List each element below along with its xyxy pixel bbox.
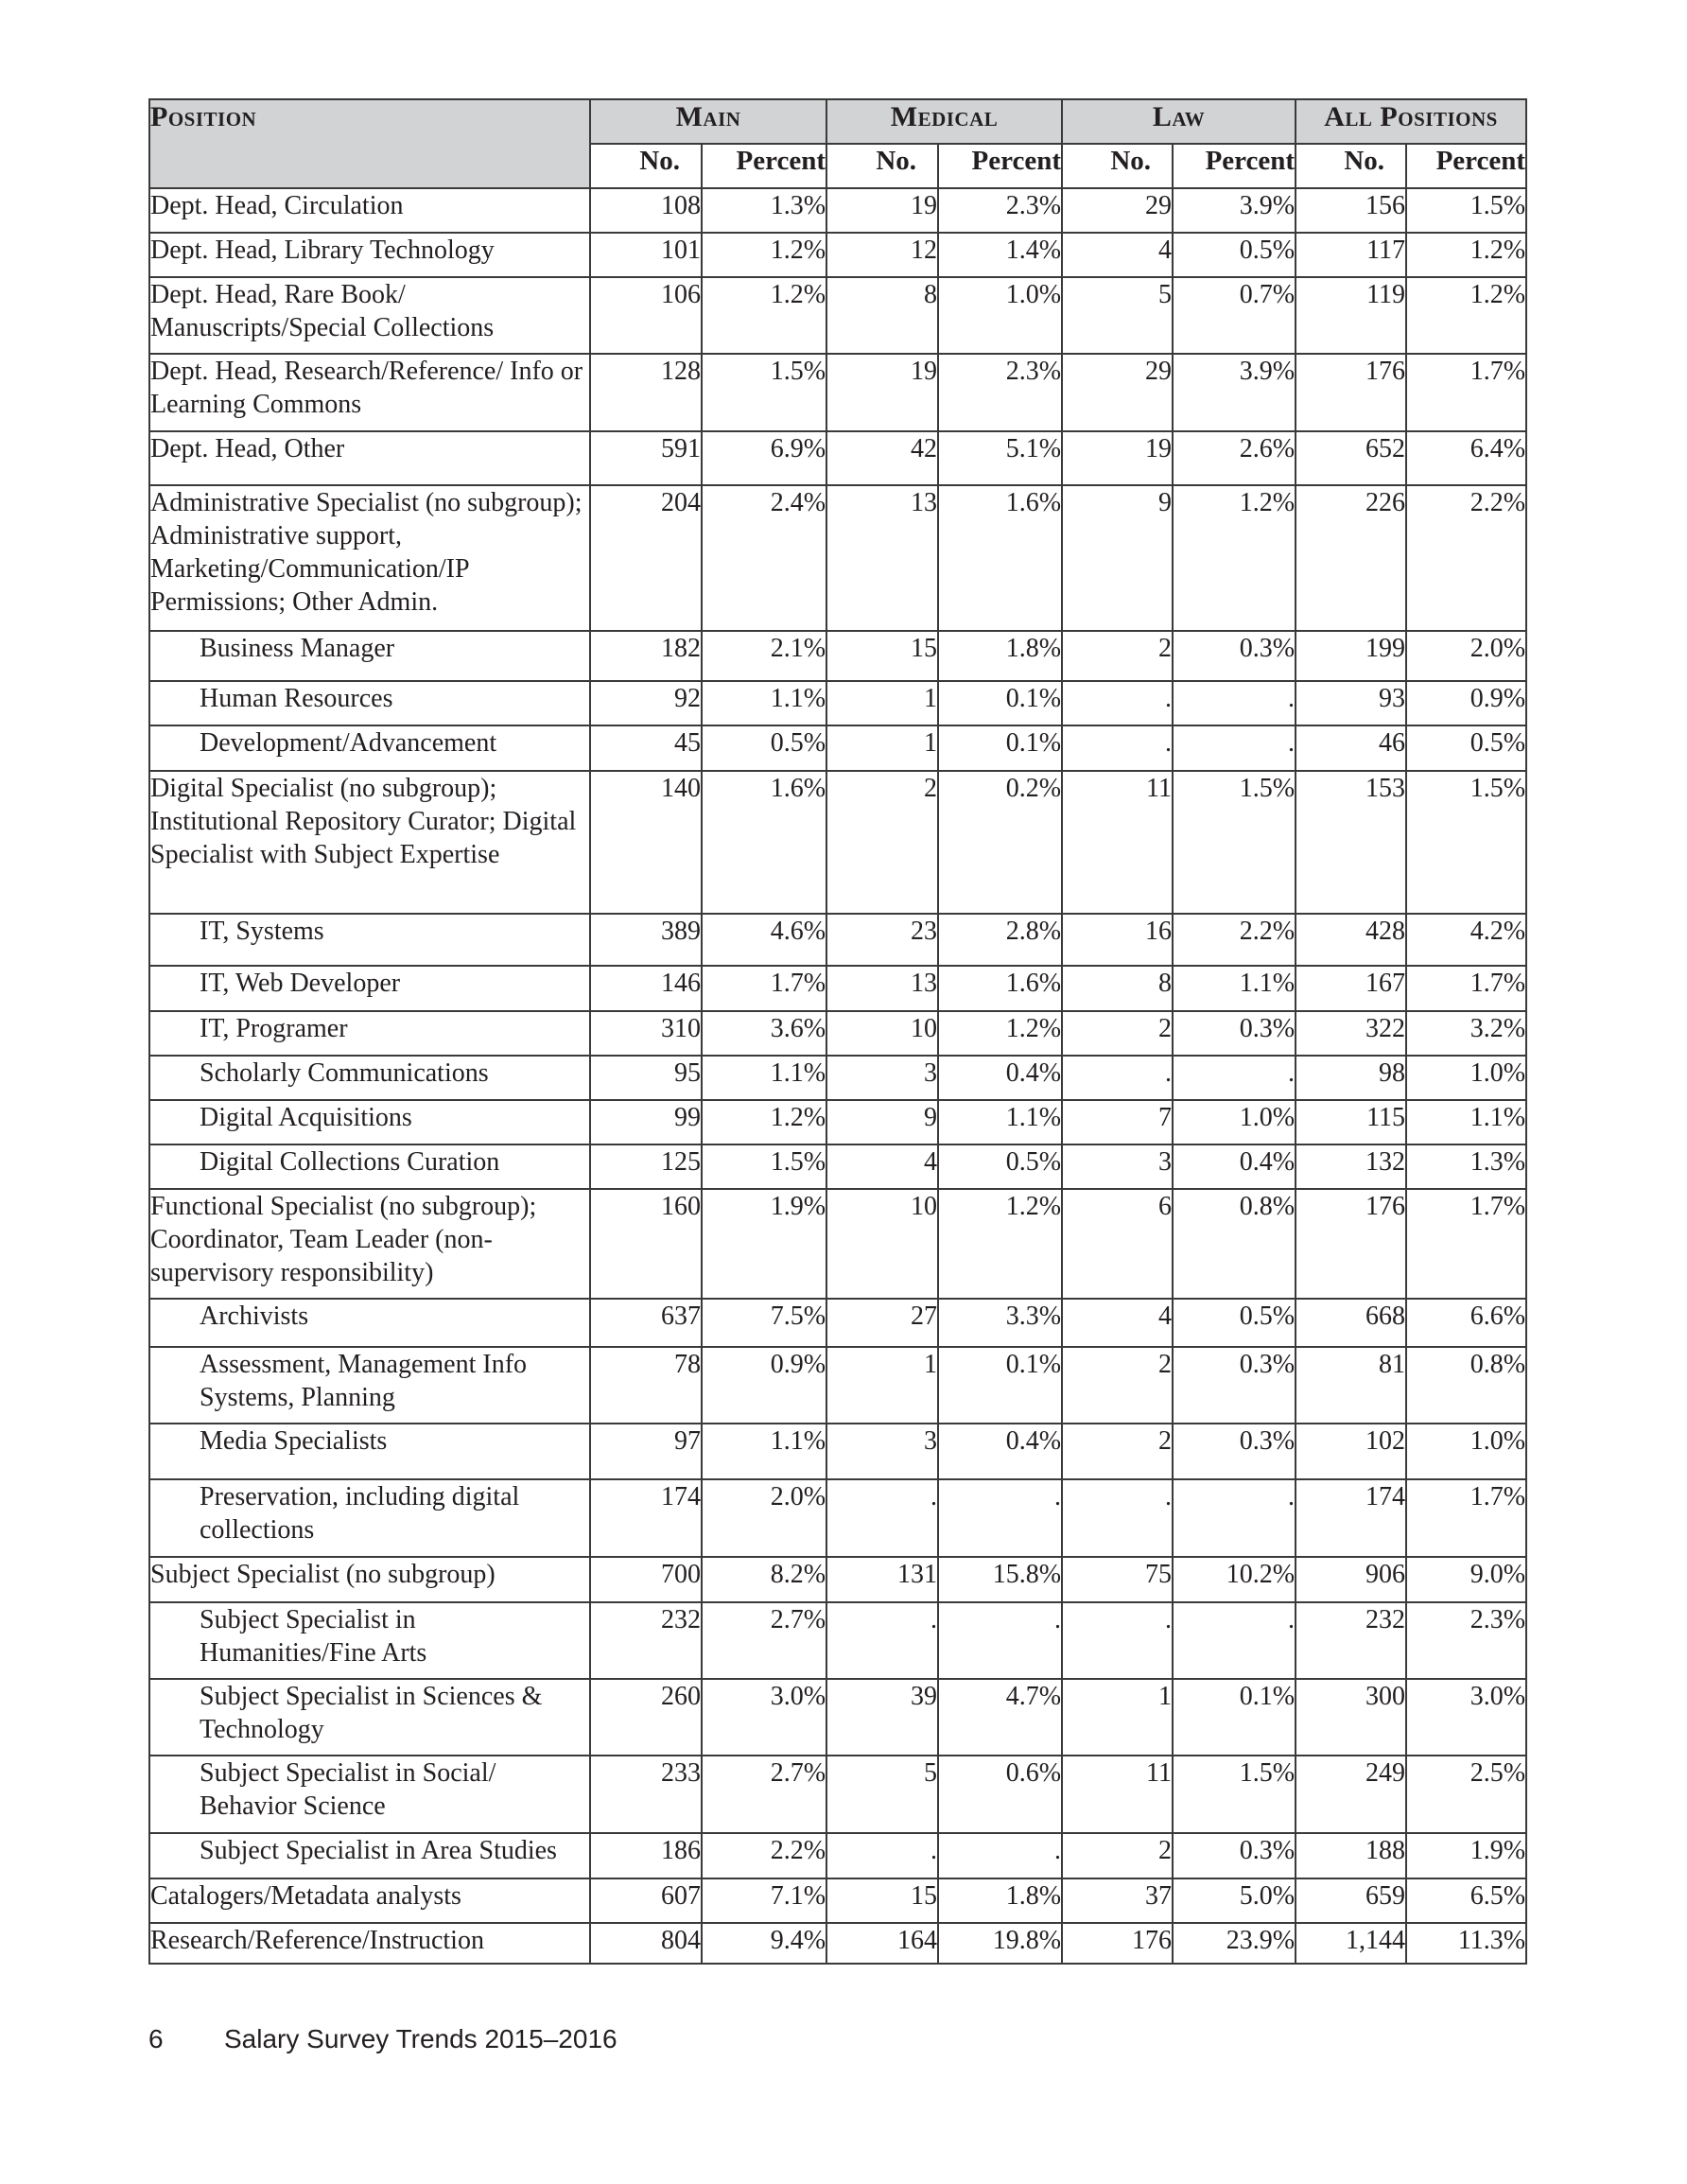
cell-law-no: 29 [1062,188,1173,233]
cell-all-no: 119 [1296,277,1406,354]
cell-all-no: 167 [1296,966,1406,1011]
cell-med-pct: . [938,1602,1062,1679]
cell-med-pct: 5.1% [938,431,1062,485]
cell-med-no: 8 [826,277,938,354]
cell-med-pct: 0.6% [938,1756,1062,1833]
page-footer [148,2024,617,2054]
cell-law-no: 9 [1062,485,1173,631]
cell-all-pct: 1.2% [1406,277,1526,354]
position-label: Subject Specialist in Social/ Behavior Science [149,1756,590,1833]
cell-med-no: 3 [826,1056,938,1100]
cell-all-no: 115 [1296,1100,1406,1144]
cell-med-no: 19 [826,188,938,233]
cell-main-pct: 8.2% [702,1557,826,1602]
cell-all-pct: 0.9% [1406,681,1526,725]
cell-law-no: . [1062,1479,1173,1557]
cell-med-pct: 0.5% [938,1144,1062,1189]
cell-main-no: 108 [590,188,702,233]
cell-law-no: 29 [1062,354,1173,431]
cell-main-no: 174 [590,1479,702,1557]
cell-main-pct: 3.0% [702,1679,826,1756]
column-header-all-percent: Percent [1406,144,1526,188]
table-row [149,631,1526,681]
table-row [149,1557,1526,1602]
cell-main-no: 78 [590,1347,702,1424]
cell-main-pct: 2.7% [702,1602,826,1679]
cell-law-no: 4 [1062,233,1173,277]
cell-law-no: 6 [1062,1189,1173,1299]
position-label: IT, Systems [149,914,590,966]
cell-all-no: 249 [1296,1756,1406,1833]
position-label: Media Specialists [149,1424,590,1479]
cell-main-no: 146 [590,966,702,1011]
cell-main-no: 97 [590,1424,702,1479]
cell-main-no: 637 [590,1299,702,1347]
position-label: IT, Programer [149,1011,590,1056]
position-label: Human Resources [149,681,590,725]
table-row [149,485,1526,631]
cell-law-no: 5 [1062,277,1173,354]
cell-all-no: 176 [1296,354,1406,431]
position-label: Digital Collections Curation [149,1144,590,1189]
cell-main-no: 160 [590,1189,702,1299]
cell-all-pct: 11.3% [1406,1923,1526,1964]
cell-main-pct: 6.9% [702,431,826,485]
cell-med-no: 1 [826,725,938,771]
cell-law-pct: . [1173,1479,1296,1557]
cell-main-no: 99 [590,1100,702,1144]
cell-law-pct: . [1173,1056,1296,1100]
cell-law-no: . [1062,725,1173,771]
cell-all-pct: 1.5% [1406,771,1526,914]
cell-law-pct: 0.3% [1173,1424,1296,1479]
cell-med-pct: 1.0% [938,277,1062,354]
cell-med-no: 131 [826,1557,938,1602]
cell-main-no: 140 [590,771,702,914]
cell-all-pct: 1.0% [1406,1056,1526,1100]
table-row [149,1144,1526,1189]
cell-med-no: 2 [826,771,938,914]
cell-all-pct: 1.7% [1406,354,1526,431]
table-row [149,1299,1526,1347]
cell-med-no: 13 [826,485,938,631]
cell-main-no: 607 [590,1878,702,1923]
cell-law-pct: 0.8% [1173,1189,1296,1299]
cell-med-no: 39 [826,1679,938,1756]
cell-law-no: 2 [1062,1347,1173,1424]
cell-med-pct: 2.3% [938,188,1062,233]
cell-law-no: 7 [1062,1100,1173,1144]
cell-law-no: 11 [1062,771,1173,914]
table-row [149,966,1526,1011]
cell-all-pct: 1.5% [1406,188,1526,233]
column-header-law-no: No. [1062,144,1173,188]
cell-law-no: . [1062,1056,1173,1100]
cell-all-pct: 1.9% [1406,1833,1526,1878]
publication-title: Salary Survey Trends 2015–2016 [224,2024,617,2053]
cell-main-pct: 2.1% [702,631,826,681]
cell-law-pct: 2.2% [1173,914,1296,966]
cell-main-no: 95 [590,1056,702,1100]
cell-law-pct: 3.9% [1173,188,1296,233]
cell-law-pct: 0.7% [1173,277,1296,354]
cell-main-pct: 1.7% [702,966,826,1011]
table-row [149,1189,1526,1299]
cell-med-no: 42 [826,431,938,485]
cell-med-no: 1 [826,681,938,725]
position-label: Dept. Head, Circulation [149,188,590,233]
column-header-medical-percent: Percent [938,144,1062,188]
cell-med-pct: 1.8% [938,631,1062,681]
cell-law-no: 2 [1062,1011,1173,1056]
cell-law-no: 176 [1062,1923,1173,1964]
position-label: Subject Specialist in Area Studies [149,1833,590,1878]
cell-all-pct: 3.2% [1406,1011,1526,1056]
cell-main-pct: 0.5% [702,725,826,771]
cell-law-pct: 1.5% [1173,771,1296,914]
cell-all-pct: 1.7% [1406,1479,1526,1557]
cell-all-no: 199 [1296,631,1406,681]
cell-med-no: 13 [826,966,938,1011]
column-header-main-no: No. [590,144,702,188]
table-row [149,1424,1526,1479]
table-row [149,681,1526,725]
cell-all-no: 156 [1296,188,1406,233]
cell-all-pct: 0.8% [1406,1347,1526,1424]
cell-med-pct: 15.8% [938,1557,1062,1602]
cell-law-pct: 0.3% [1173,1011,1296,1056]
cell-all-no: 1,144 [1296,1923,1406,1964]
cell-law-no: 2 [1062,631,1173,681]
cell-law-pct: 1.1% [1173,966,1296,1011]
cell-main-no: 591 [590,431,702,485]
cell-main-pct: 7.1% [702,1878,826,1923]
cell-all-pct: 4.2% [1406,914,1526,966]
cell-law-pct: 0.5% [1173,1299,1296,1347]
position-label: Research/Reference/Instruction [149,1923,590,1964]
cell-med-no: 15 [826,1878,938,1923]
position-label: Dept. Head, Rare Book/ Manuscripts/Special Collections [149,277,590,354]
table-row [149,1679,1526,1756]
cell-all-no: 188 [1296,1833,1406,1878]
position-label: Archivists [149,1299,590,1347]
column-header-law-percent: Percent [1173,144,1296,188]
table-row [149,233,1526,277]
cell-all-no: 46 [1296,725,1406,771]
cell-law-pct: 2.6% [1173,431,1296,485]
cell-all-no: 659 [1296,1878,1406,1923]
cell-law-no: 2 [1062,1833,1173,1878]
position-distribution-table [148,98,1527,1965]
cell-med-pct: 0.4% [938,1056,1062,1100]
cell-med-pct: 0.1% [938,1347,1062,1424]
cell-main-pct: 1.1% [702,1424,826,1479]
cell-all-no: 98 [1296,1056,1406,1100]
cell-all-pct: 1.1% [1406,1100,1526,1144]
position-label: Preservation, including digital collections [149,1479,590,1557]
cell-main-pct: 1.2% [702,1100,826,1144]
cell-law-pct: 0.4% [1173,1144,1296,1189]
cell-main-no: 204 [590,485,702,631]
cell-main-pct: 1.2% [702,233,826,277]
cell-main-pct: 2.2% [702,1833,826,1878]
cell-main-no: 182 [590,631,702,681]
cell-main-no: 186 [590,1833,702,1878]
column-header-all-no: No. [1296,144,1406,188]
cell-law-pct: 1.0% [1173,1100,1296,1144]
cell-law-pct: 1.5% [1173,1756,1296,1833]
page-number: 6 [148,2024,164,2053]
cell-law-no: 4 [1062,1299,1173,1347]
cell-main-no: 101 [590,233,702,277]
cell-main-no: 389 [590,914,702,966]
cell-main-no: 804 [590,1923,702,1964]
cell-med-pct: 1.2% [938,1011,1062,1056]
cell-main-pct: 1.2% [702,277,826,354]
cell-main-pct: 2.7% [702,1756,826,1833]
cell-med-pct: 1.2% [938,1189,1062,1299]
table-row [149,1011,1526,1056]
cell-med-pct: 19.8% [938,1923,1062,1964]
cell-med-pct: . [938,1833,1062,1878]
cell-law-pct: 1.2% [1173,485,1296,631]
cell-law-no: . [1062,681,1173,725]
cell-main-no: 260 [590,1679,702,1756]
cell-main-pct: 1.5% [702,354,826,431]
position-label: Business Manager [149,631,590,681]
position-label: Digital Specialist (no subgroup); Institutional Repository Curator; Digital Specialist with Subject Expertise [149,771,590,914]
table-row [149,771,1526,914]
cell-all-pct: 0.5% [1406,725,1526,771]
cell-med-no: 164 [826,1923,938,1964]
cell-main-no: 700 [590,1557,702,1602]
position-label: Dept. Head, Other [149,431,590,485]
header-group-row [149,99,1526,144]
cell-all-pct: 1.0% [1406,1424,1526,1479]
cell-law-no: 19 [1062,431,1173,485]
cell-main-no: 92 [590,681,702,725]
cell-med-no: 3 [826,1424,938,1479]
cell-med-pct: 0.1% [938,681,1062,725]
column-group-main: Main [590,99,826,144]
cell-law-pct: . [1173,725,1296,771]
cell-med-pct: 1.6% [938,485,1062,631]
cell-main-no: 310 [590,1011,702,1056]
cell-med-pct: 4.7% [938,1679,1062,1756]
column-group-law: Law [1062,99,1296,144]
position-label: Digital Acquisitions [149,1100,590,1144]
cell-law-pct: 0.3% [1173,1833,1296,1878]
cell-med-pct: 0.1% [938,725,1062,771]
cell-all-pct: 1.3% [1406,1144,1526,1189]
cell-main-no: 45 [590,725,702,771]
cell-all-pct: 3.0% [1406,1679,1526,1756]
table-row [149,188,1526,233]
table-row [149,1756,1526,1833]
cell-med-no: . [826,1602,938,1679]
cell-all-no: 153 [1296,771,1406,914]
cell-all-pct: 9.0% [1406,1557,1526,1602]
cell-all-pct: 2.0% [1406,631,1526,681]
table-row [149,914,1526,966]
cell-all-pct: 6.6% [1406,1299,1526,1347]
cell-law-no: 37 [1062,1878,1173,1923]
cell-med-no: 10 [826,1189,938,1299]
cell-law-no: 16 [1062,914,1173,966]
cell-all-pct: 1.7% [1406,1189,1526,1299]
cell-med-pct: 0.4% [938,1424,1062,1479]
position-label: Catalogers/Metadata analysts [149,1878,590,1923]
cell-med-no: 27 [826,1299,938,1347]
cell-med-no: 4 [826,1144,938,1189]
cell-law-no: 3 [1062,1144,1173,1189]
table-body [149,188,1526,1964]
cell-main-pct: 7.5% [702,1299,826,1347]
column-header-medical-no: No. [826,144,938,188]
table-row [149,1347,1526,1424]
column-group-all-positions: All Positions [1296,99,1526,144]
cell-all-pct: 1.2% [1406,233,1526,277]
position-label: Dept. Head, Library Technology [149,233,590,277]
table-row [149,354,1526,431]
table-row [149,277,1526,354]
cell-law-no: 2 [1062,1424,1173,1479]
cell-all-no: 93 [1296,681,1406,725]
cell-all-pct: 2.5% [1406,1756,1526,1833]
position-label: Subject Specialist in Humanities/Fine Arts [149,1602,590,1679]
cell-all-no: 668 [1296,1299,1406,1347]
cell-all-pct: 2.3% [1406,1602,1526,1679]
cell-main-no: 106 [590,277,702,354]
cell-all-no: 117 [1296,233,1406,277]
cell-main-pct: 9.4% [702,1923,826,1964]
table-row [149,1056,1526,1100]
cell-main-pct: 1.9% [702,1189,826,1299]
position-label: Development/Advancement [149,725,590,771]
cell-all-no: 174 [1296,1479,1406,1557]
position-label: Subject Specialist in Sciences & Technology [149,1679,590,1756]
cell-law-no: 1 [1062,1679,1173,1756]
cell-law-pct: 0.1% [1173,1679,1296,1756]
cell-main-no: 125 [590,1144,702,1189]
cell-med-pct: 0.2% [938,771,1062,914]
cell-med-pct: 1.6% [938,966,1062,1011]
cell-all-no: 652 [1296,431,1406,485]
table-row [149,1923,1526,1964]
position-label: Subject Specialist (no subgroup) [149,1557,590,1602]
cell-all-no: 322 [1296,1011,1406,1056]
cell-main-pct: 1.1% [702,1056,826,1100]
cell-med-no: 19 [826,354,938,431]
position-label: Functional Specialist (no subgroup); Coordinator, Team Leader (non-supervisory responsibility) [149,1189,590,1299]
cell-law-no: 8 [1062,966,1173,1011]
cell-law-pct: 10.2% [1173,1557,1296,1602]
column-group-medical: Medical [826,99,1062,144]
cell-med-pct: 2.3% [938,354,1062,431]
cell-med-no: 10 [826,1011,938,1056]
cell-all-no: 428 [1296,914,1406,966]
cell-med-no: 15 [826,631,938,681]
table-row [149,1479,1526,1557]
cell-all-pct: 6.4% [1406,431,1526,485]
cell-all-no: 300 [1296,1679,1406,1756]
cell-law-pct: . [1173,1602,1296,1679]
cell-med-no: . [826,1833,938,1878]
cell-med-pct: 1.1% [938,1100,1062,1144]
cell-med-pct: 2.8% [938,914,1062,966]
cell-all-no: 232 [1296,1602,1406,1679]
cell-main-pct: 2.4% [702,485,826,631]
cell-law-pct: 3.9% [1173,354,1296,431]
cell-main-pct: 4.6% [702,914,826,966]
table-row [149,1100,1526,1144]
table-row [149,1878,1526,1923]
column-header-position: Position [149,99,590,188]
table-row [149,725,1526,771]
cell-all-no: 176 [1296,1189,1406,1299]
cell-law-no: . [1062,1602,1173,1679]
cell-main-no: 128 [590,354,702,431]
table-row [149,1833,1526,1878]
cell-law-pct: 23.9% [1173,1923,1296,1964]
cell-main-no: 233 [590,1756,702,1833]
cell-law-pct: 5.0% [1173,1878,1296,1923]
cell-all-pct: 1.7% [1406,966,1526,1011]
cell-med-no: . [826,1479,938,1557]
cell-law-pct: 0.3% [1173,631,1296,681]
cell-all-no: 132 [1296,1144,1406,1189]
cell-law-pct: 0.5% [1173,233,1296,277]
cell-all-no: 81 [1296,1347,1406,1424]
position-label: Assessment, Management Info Systems, Planning [149,1347,590,1424]
cell-med-no: 9 [826,1100,938,1144]
cell-med-pct: 1.4% [938,233,1062,277]
column-header-main-percent: Percent [702,144,826,188]
cell-med-no: 1 [826,1347,938,1424]
cell-med-pct: 1.8% [938,1878,1062,1923]
cell-main-pct: 2.0% [702,1479,826,1557]
cell-law-pct: 0.3% [1173,1347,1296,1424]
cell-main-no: 232 [590,1602,702,1679]
cell-all-no: 226 [1296,485,1406,631]
cell-med-no: 12 [826,233,938,277]
cell-law-pct: . [1173,681,1296,725]
cell-law-no: 11 [1062,1756,1173,1833]
position-label: Administrative Specialist (no subgroup); Administrative support, Marketing/Communication/IP Permissions; Other Admin. [149,485,590,631]
cell-med-pct: . [938,1479,1062,1557]
cell-main-pct: 3.6% [702,1011,826,1056]
cell-all-no: 102 [1296,1424,1406,1479]
cell-all-no: 906 [1296,1557,1406,1602]
cell-all-pct: 2.2% [1406,485,1526,631]
cell-med-pct: 3.3% [938,1299,1062,1347]
cell-main-pct: 1.5% [702,1144,826,1189]
cell-main-pct: 1.6% [702,771,826,914]
cell-med-no: 5 [826,1756,938,1833]
position-label: Scholarly Communications [149,1056,590,1100]
position-label: IT, Web Developer [149,966,590,1011]
cell-main-pct: 1.1% [702,681,826,725]
position-label: Dept. Head, Research/Reference/ Info or Learning Commons [149,354,590,431]
cell-main-pct: 1.3% [702,188,826,233]
cell-all-pct: 6.5% [1406,1878,1526,1923]
cell-med-no: 23 [826,914,938,966]
table-row [149,1602,1526,1679]
cell-main-pct: 0.9% [702,1347,826,1424]
table-row [149,431,1526,485]
cell-law-no: 75 [1062,1557,1173,1602]
